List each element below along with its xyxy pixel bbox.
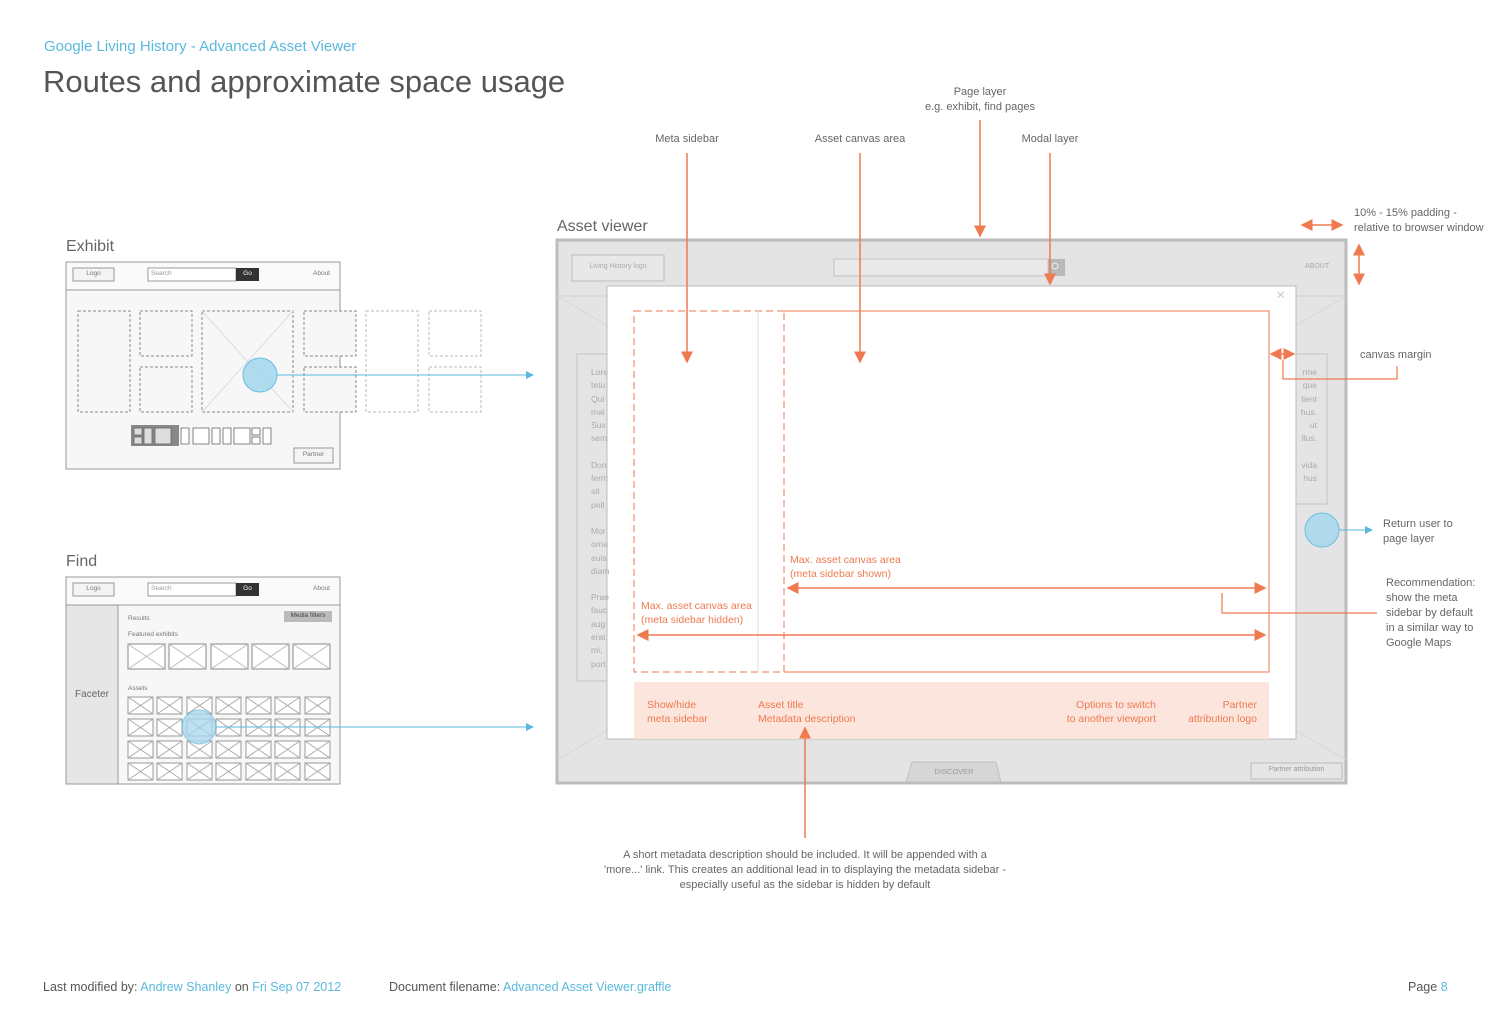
bg-text-line: Lore <box>591 367 609 377</box>
footer-page-label: Page <box>1408 980 1438 994</box>
max-hidden-text-1: Max. asset canvas area <box>641 600 752 612</box>
viewer-bg-text-left <box>591 366 609 671</box>
footer-filename <box>389 980 671 994</box>
footer-author: Andrew Shanley <box>140 980 232 994</box>
find-wireframe <box>66 577 340 784</box>
options-text-1: Options to switch <box>1076 699 1156 711</box>
annotation-return <box>1383 517 1453 547</box>
find-go-button: Go <box>243 585 252 592</box>
bg-text-line: orna <box>591 539 609 550</box>
asset-title-text: Asset title <box>758 699 804 711</box>
find-search: Search <box>151 585 172 592</box>
annotation-page-layer <box>900 85 1060 115</box>
padding-text-2: relative to browser window <box>1354 222 1484 234</box>
annotation-recommendation <box>1386 576 1475 651</box>
exhibit-hotspot <box>243 358 277 392</box>
max-hidden-text-2: (meta sidebar hidden) <box>641 614 744 626</box>
page-layer-eg-text: e.g. exhibit, find pages <box>924 101 1036 113</box>
find-results: Results <box>128 615 150 622</box>
bg-text-line: Qui <box>591 393 605 404</box>
annotation-partner <box>1170 698 1257 726</box>
annotation-modal-layer: Modal layer <box>1021 133 1079 145</box>
showhide-text-1: Show/hide <box>647 699 697 711</box>
bg-text-line: sem <box>591 433 608 444</box>
annotation-max-shown <box>790 553 901 581</box>
bottom-note-2: 'more...' link. This creates an additional lead in to displaying the metadata sidebar - <box>603 864 1007 876</box>
annotation-options <box>1050 698 1156 726</box>
bg-text-line: ferm <box>591 473 608 484</box>
bg-text-line: hus. <box>1300 406 1317 417</box>
bg-text-line: Prae <box>591 592 609 603</box>
return-hotspot <box>1305 513 1339 547</box>
asset-viewer-modal <box>607 286 1377 739</box>
footer-filename-label: Document filename: <box>389 980 501 994</box>
bg-text-line: Sus <box>591 420 606 431</box>
annotation-canvas-margin: canvas margin <box>1360 349 1432 361</box>
footer-filename-value: Advanced Asset Viewer.graffle <box>502 980 672 994</box>
bg-text-line: port <box>591 658 606 669</box>
bg-text-line: que <box>1302 380 1317 391</box>
partner-text-2: attribution logo <box>1188 713 1257 725</box>
footer-modified <box>43 980 341 994</box>
bg-text-line: fauc <box>591 605 608 616</box>
bg-text-line: sit <box>591 486 600 497</box>
padding-text-1: 10% - 15% padding - <box>1354 207 1457 219</box>
bg-text-line: pell <box>591 499 605 510</box>
exhibit-logo: Logo <box>86 270 101 277</box>
rec-text-3: sidebar by default <box>1386 607 1473 619</box>
max-shown-text-1: Max. asset canvas area <box>790 554 901 566</box>
bg-text-line: tetu <box>591 380 606 391</box>
footer-page-number: 8 <box>1440 980 1448 994</box>
viewer-about-link: ABOUT <box>1305 263 1330 270</box>
bg-text-line: diam <box>591 565 609 576</box>
find-media-filters: Media filters <box>290 612 326 619</box>
document-subtitle: Google Living History - Advanced Asset Viewer <box>44 38 357 55</box>
annotation-padding <box>1354 206 1484 236</box>
bg-text-line: rme <box>1302 367 1317 377</box>
bg-text-line: hus <box>1303 473 1317 484</box>
showhide-text-2: meta sidebar <box>647 713 708 725</box>
exhibit-label: Exhibit <box>66 238 115 255</box>
footer-date: Fri Sep 07 2012 <box>252 980 342 994</box>
annotation-max-hidden <box>641 599 752 627</box>
annotation-meta-sidebar: Meta sidebar <box>655 133 719 145</box>
exhibit-about-link: About <box>313 270 330 277</box>
options-text-2: to another viewport <box>1066 713 1156 725</box>
find-label: Find <box>66 553 98 570</box>
find-logo: Logo <box>86 585 101 592</box>
exhibit-partner: Partner <box>302 451 325 458</box>
rec-text-1: Recommendation: <box>1386 577 1476 589</box>
find-hotspot <box>182 710 216 744</box>
find-featured-exhibits: Featured exhibits <box>128 631 178 638</box>
rec-text-5: Google Maps <box>1386 637 1452 649</box>
bg-text-line: ut <box>1309 420 1317 431</box>
return-text-1: Return user to <box>1383 518 1453 530</box>
modal-close-icon[interactable]: × <box>1276 287 1286 304</box>
footer-on: on <box>234 980 249 994</box>
bg-text-line: euis <box>591 552 607 563</box>
asset-viewer-label: Asset viewer <box>557 218 648 235</box>
bg-text-line: llus. <box>1301 433 1317 444</box>
bg-text-line: aug <box>591 618 606 629</box>
bottom-note-1: A short metadata description should be included. It will be appended with a <box>623 849 987 861</box>
max-shown-text-2: (meta sidebar shown) <box>790 568 891 580</box>
exhibit-search: Search <box>151 270 172 277</box>
bg-text-line: Mor <box>591 525 606 536</box>
partner-text-1: Partner <box>1222 699 1257 711</box>
bg-text-line: mi, <box>591 645 603 656</box>
viewer-logo: Living History logo <box>589 263 647 270</box>
annotation-asset-title <box>758 698 855 726</box>
find-assets: Assets <box>128 685 148 692</box>
footer-page <box>1408 980 1448 994</box>
bg-text-line: vida <box>1301 459 1317 470</box>
viewer-bg-text-right <box>1297 366 1317 485</box>
bg-text-line: Don <box>591 459 607 470</box>
return-text-2: page layer <box>1383 533 1435 545</box>
rec-text-2: show the meta <box>1386 592 1458 604</box>
bg-text-line: lient <box>1301 393 1317 404</box>
page-layer-text: Page layer <box>953 86 1007 98</box>
viewer-partner-attribution: Partner attribution <box>1268 766 1325 773</box>
footer-modified-label: Last modified by: <box>43 980 138 994</box>
annotation-show-hide <box>647 698 708 726</box>
page-title: Routes and approximate space usage <box>43 64 566 99</box>
metadata-desc-text: Metadata description <box>758 713 856 725</box>
exhibit-go-button: Go <box>243 270 252 277</box>
find-about-link: About <box>313 585 330 592</box>
bg-text-line: mal <box>591 406 605 417</box>
bottom-note-3: especially useful as the sidebar is hidden by default <box>679 879 931 891</box>
annotation-bottom-note <box>560 848 1050 893</box>
viewer-discover-tab: DISCOVER <box>934 767 974 776</box>
bg-text-line: erat <box>591 632 606 643</box>
rec-text-4: in a similar way to <box>1386 622 1474 634</box>
find-facetor: Faceter <box>75 689 109 700</box>
annotation-asset-canvas-area: Asset canvas area <box>814 133 906 145</box>
